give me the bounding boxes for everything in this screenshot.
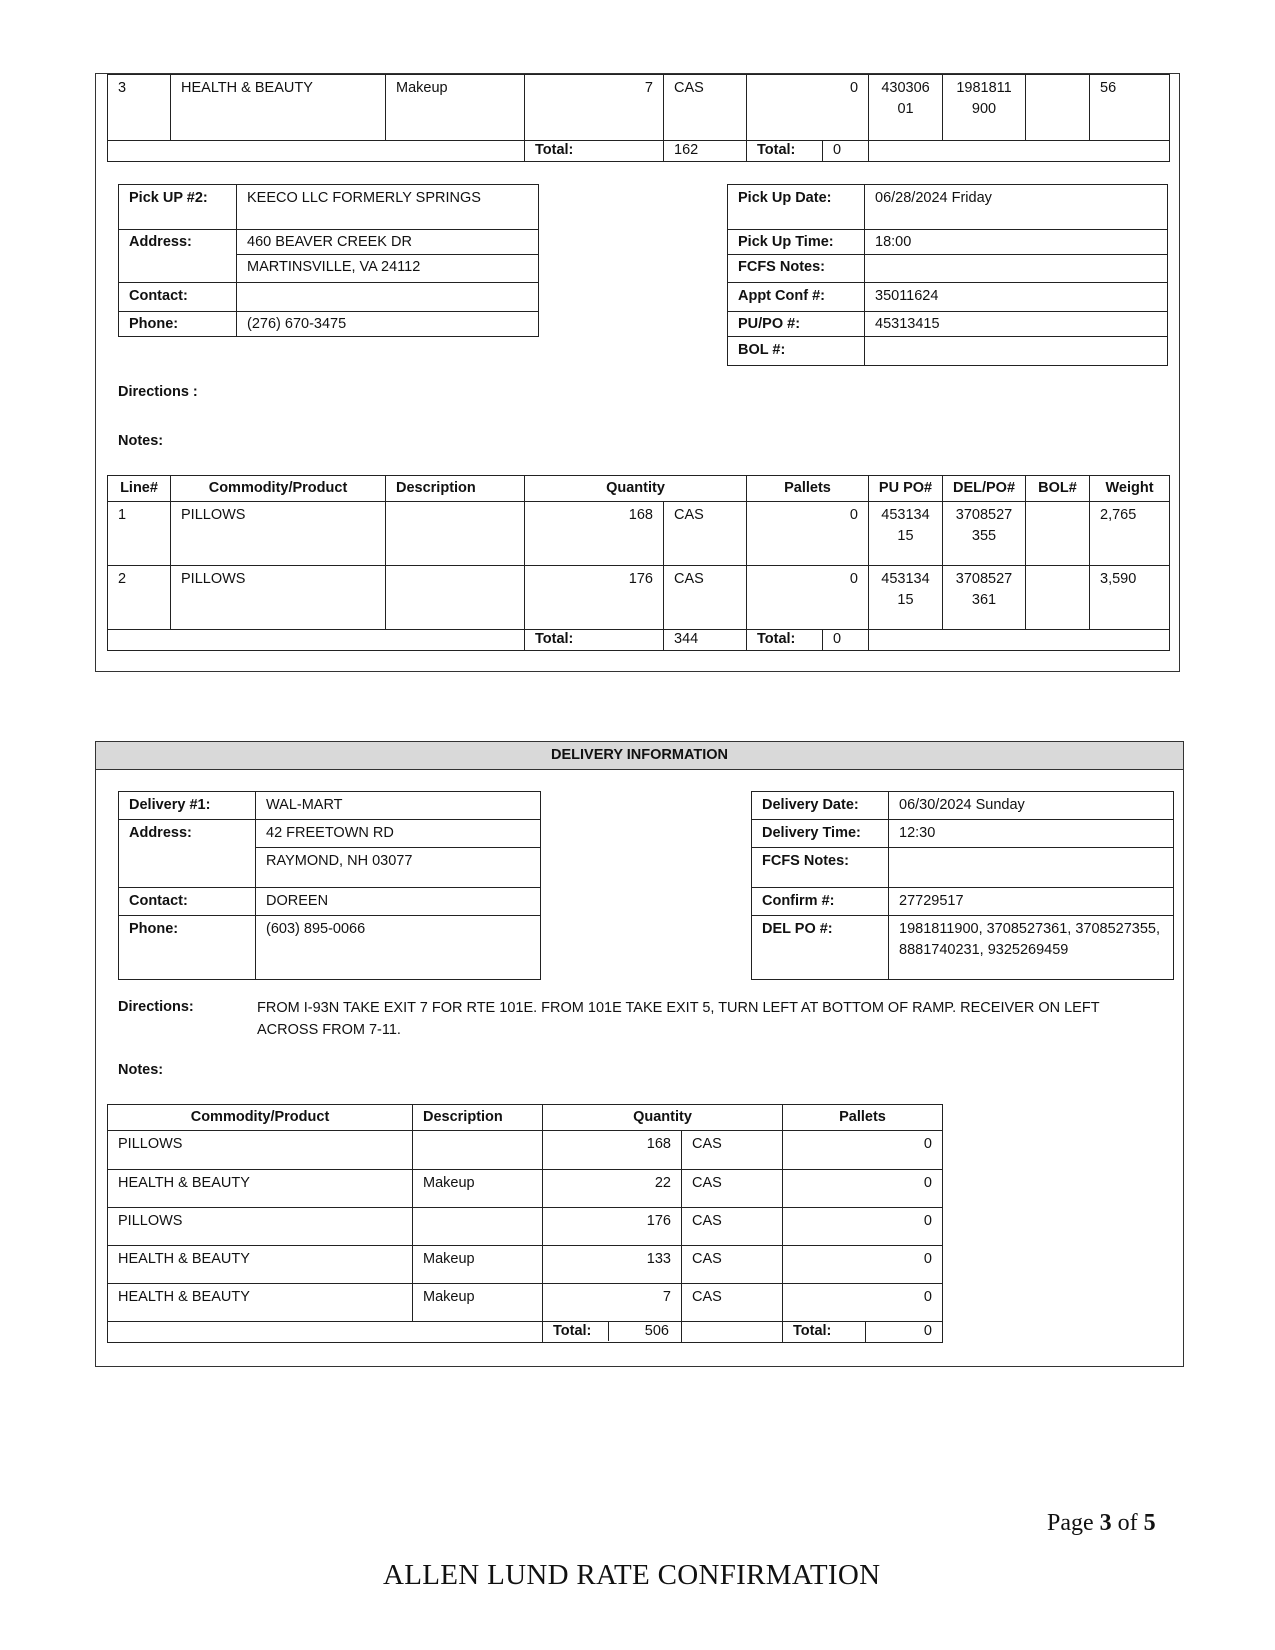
pickup-name: KEECO LLC FORMERLY SPRINGS xyxy=(237,185,539,230)
col-description: Description xyxy=(386,476,525,502)
col-description: Description xyxy=(413,1105,543,1131)
col-quantity: Quantity xyxy=(543,1105,783,1131)
document-title: ALLEN LUND RATE CONFIRMATION xyxy=(383,1559,881,1591)
description-cell: Makeup xyxy=(413,1284,543,1322)
fcfs-notes-label: FCFS Notes: xyxy=(728,255,865,283)
pickup-schedule-table xyxy=(727,184,1168,366)
header-row xyxy=(108,476,1170,502)
pallets-total-label: Total: xyxy=(747,630,823,651)
page-number xyxy=(1047,1510,1156,1537)
pallets-cell: 0 xyxy=(783,1284,943,1322)
bol-label: BOL #: xyxy=(728,337,865,366)
quantity-total: 506 xyxy=(644,1323,669,1339)
commodity-cell: HEALTH & BEAUTY xyxy=(171,75,386,141)
contact-value: DOREEN xyxy=(256,888,541,916)
quantity-total: 162 xyxy=(664,141,747,162)
col-pallets: Pallets xyxy=(783,1105,943,1131)
contact-label: Contact: xyxy=(119,283,237,312)
line-number: 1 xyxy=(108,502,171,566)
description-cell xyxy=(386,502,525,566)
quantity-cell: 22 xyxy=(543,1170,682,1208)
col-weight: Weight xyxy=(1090,476,1170,502)
confirm-label: Confirm #: xyxy=(752,888,889,916)
pu-po-label: PU/PO #: xyxy=(728,312,865,337)
bol-cell xyxy=(1026,502,1090,566)
notes-label: Notes: xyxy=(118,1062,164,1078)
quantity-cell: 168 xyxy=(543,1131,682,1170)
quantity-total-label: Total: xyxy=(543,1322,609,1341)
delivery-name: WAL-MART xyxy=(256,792,541,820)
pallets-cell: 0 xyxy=(747,502,869,566)
appt-conf: 35011624 xyxy=(865,283,1168,312)
phone-label: Phone: xyxy=(119,916,256,980)
quantity-total-label: Total: xyxy=(525,630,664,651)
description-cell xyxy=(413,1208,543,1246)
description-cell: Makeup xyxy=(386,75,525,141)
del-po-cell: 3708527 355 xyxy=(943,502,1026,566)
pickup-address-table xyxy=(118,184,539,337)
appt-conf-label: Appt Conf #: xyxy=(728,283,865,312)
contact-label: Contact: xyxy=(119,888,256,916)
description-cell xyxy=(413,1131,543,1170)
line-number: 2 xyxy=(108,566,171,630)
fcfs-notes xyxy=(865,255,1168,283)
col-commodity: Commodity/Product xyxy=(108,1105,413,1131)
table-row xyxy=(108,1246,943,1284)
commodity-cell: PILLOWS xyxy=(171,502,386,566)
pickup-time: 18:00 xyxy=(865,230,1168,255)
confirm-value: 27729517 xyxy=(889,888,1174,916)
col-pallets: Pallets xyxy=(747,476,869,502)
address-line-2: MARTINSVILLE, VA 24112 xyxy=(237,255,539,283)
phone-value: (276) 670-3475 xyxy=(237,312,539,337)
col-pu-po: PU PO# xyxy=(869,476,943,502)
pickup-time-label: Pick Up Time: xyxy=(728,230,865,255)
table-row xyxy=(108,1284,943,1322)
unit-cell: CAS xyxy=(682,1131,783,1170)
commodity-cell: PILLOWS xyxy=(171,566,386,630)
delivery-section-title: DELIVERY INFORMATION xyxy=(96,742,1183,770)
pallets-cell: 0 xyxy=(783,1208,943,1246)
table-row xyxy=(108,1131,943,1170)
quantity-cell: 7 xyxy=(543,1284,682,1322)
address-line-2: RAYMOND, NH 03077 xyxy=(256,848,541,888)
unit-cell: CAS xyxy=(664,502,747,566)
directions-text: FROM I-93N TAKE EXIT 7 FOR RTE 101E. FROM 101E TAKE EXIT 5, TURN LEFT AT BOTTOM OF RAMP. RECEIVER ON LEFT ACROSS FROM 7-11. xyxy=(257,1000,1100,1038)
del-po-value: 1981811900, 3708527361, 3708527355, 8881740231, 9325269459 xyxy=(889,916,1174,980)
pu-po-cell: 430306 01 xyxy=(869,75,943,141)
del-po-cell: 1981811 900 xyxy=(943,75,1026,141)
unit-cell: CAS xyxy=(664,566,747,630)
col-commodity: Commodity/Product xyxy=(171,476,386,502)
page-of: of xyxy=(1111,1510,1144,1536)
del-po-label: DEL PO #: xyxy=(752,916,889,980)
pallets-cell: 0 xyxy=(747,566,869,630)
unit-cell: CAS xyxy=(682,1170,783,1208)
bol-cell xyxy=(1026,566,1090,630)
contact-value xyxy=(237,283,539,312)
description-cell: Makeup xyxy=(413,1170,543,1208)
bol-cell xyxy=(1026,75,1090,141)
pallets-total: 0 xyxy=(823,141,869,162)
header-row xyxy=(108,1105,943,1131)
pallets-cell: 0 xyxy=(747,75,869,141)
table-row xyxy=(108,1170,943,1208)
pickup-date: 06/28/2024 Friday xyxy=(865,185,1168,230)
pickup-label: Pick UP #2: xyxy=(119,185,237,230)
fcfs-notes xyxy=(889,848,1174,888)
delivery-date: 06/30/2024 Sunday xyxy=(889,792,1174,820)
directions-label: Directions: xyxy=(118,999,194,1015)
col-line: Line# xyxy=(108,476,171,502)
unit-cell: CAS xyxy=(682,1284,783,1322)
weight-cell: 2,765 xyxy=(1090,502,1170,566)
notes-label: Notes: xyxy=(118,433,164,449)
pallets-cell: 0 xyxy=(783,1170,943,1208)
address-line-1: 460 BEAVER CREEK DR xyxy=(237,230,539,255)
pallets-cell: 0 xyxy=(783,1131,943,1170)
commodity-cell: HEALTH & BEAUTY xyxy=(108,1246,413,1284)
quantity-cell: 133 xyxy=(543,1246,682,1284)
phone-value: (603) 895-0066 xyxy=(256,916,541,980)
del-po-cell: 3708527 361 xyxy=(943,566,1026,630)
description-cell: Makeup xyxy=(413,1246,543,1284)
totals-row xyxy=(108,1322,943,1343)
pallets-total-label: Total: xyxy=(783,1322,866,1343)
current-page: 3 xyxy=(1099,1510,1112,1536)
delivery-commodity-table xyxy=(107,1104,943,1343)
delivery-time-label: Delivery Time: xyxy=(752,820,889,848)
unit-cell: CAS xyxy=(682,1208,783,1246)
commodity-cell: HEALTH & BEAUTY xyxy=(108,1284,413,1322)
quantity-cell: 7 xyxy=(525,75,664,141)
top-commodity-table xyxy=(107,74,1170,162)
quantity-cell: 176 xyxy=(543,1208,682,1246)
pu-po-value: 45313415 xyxy=(865,312,1168,337)
table-row xyxy=(108,566,1170,630)
directions-label: Directions : xyxy=(118,384,198,400)
pallets-cell: 0 xyxy=(783,1246,943,1284)
address-label: Address: xyxy=(119,230,237,255)
unit-cell: CAS xyxy=(664,75,747,141)
quantity-total-label: Total: xyxy=(525,141,664,162)
table-row xyxy=(108,75,1170,141)
pickup-date-label: Pick Up Date: xyxy=(728,185,865,230)
col-bol: BOL# xyxy=(1026,476,1090,502)
fcfs-notes-label: FCFS Notes: xyxy=(752,848,889,888)
commodity-cell: PILLOWS xyxy=(108,1131,413,1170)
commodity-cell: PILLOWS xyxy=(108,1208,413,1246)
delivery-schedule-table xyxy=(751,791,1174,980)
pu-po-cell: 453134 15 xyxy=(869,566,943,630)
bol-value xyxy=(865,337,1168,366)
totals-row xyxy=(108,630,1170,651)
delivery-date-label: Delivery Date: xyxy=(752,792,889,820)
line-number: 3 xyxy=(108,75,171,141)
quantity-cell: 168 xyxy=(525,502,664,566)
pallets-total: 0 xyxy=(866,1322,943,1343)
pallets-total: 0 xyxy=(823,630,869,651)
table-row xyxy=(108,502,1170,566)
delivery-address-table xyxy=(118,791,541,980)
pickup-commodity-table xyxy=(107,475,1170,651)
delivery-label: Delivery #1: xyxy=(119,792,256,820)
total-pages: 5 xyxy=(1143,1510,1156,1536)
description-cell xyxy=(386,566,525,630)
pu-po-cell: 453134 15 xyxy=(869,502,943,566)
address-label: Address: xyxy=(119,820,256,848)
table-row xyxy=(108,1208,943,1246)
page-prefix: Page xyxy=(1047,1510,1100,1536)
pallets-total-label: Total: xyxy=(747,141,823,162)
totals-row xyxy=(108,141,1170,162)
col-quantity: Quantity xyxy=(525,476,747,502)
quantity-cell: 176 xyxy=(525,566,664,630)
weight-cell: 56 xyxy=(1090,75,1170,141)
commodity-cell: HEALTH & BEAUTY xyxy=(108,1170,413,1208)
weight-cell: 3,590 xyxy=(1090,566,1170,630)
quantity-total: 344 xyxy=(664,630,747,651)
delivery-time: 12:30 xyxy=(889,820,1174,848)
address-line-1: 42 FREETOWN RD xyxy=(256,820,541,848)
phone-label: Phone: xyxy=(119,312,237,337)
col-del-po: DEL/PO# xyxy=(943,476,1026,502)
unit-cell: CAS xyxy=(682,1246,783,1284)
